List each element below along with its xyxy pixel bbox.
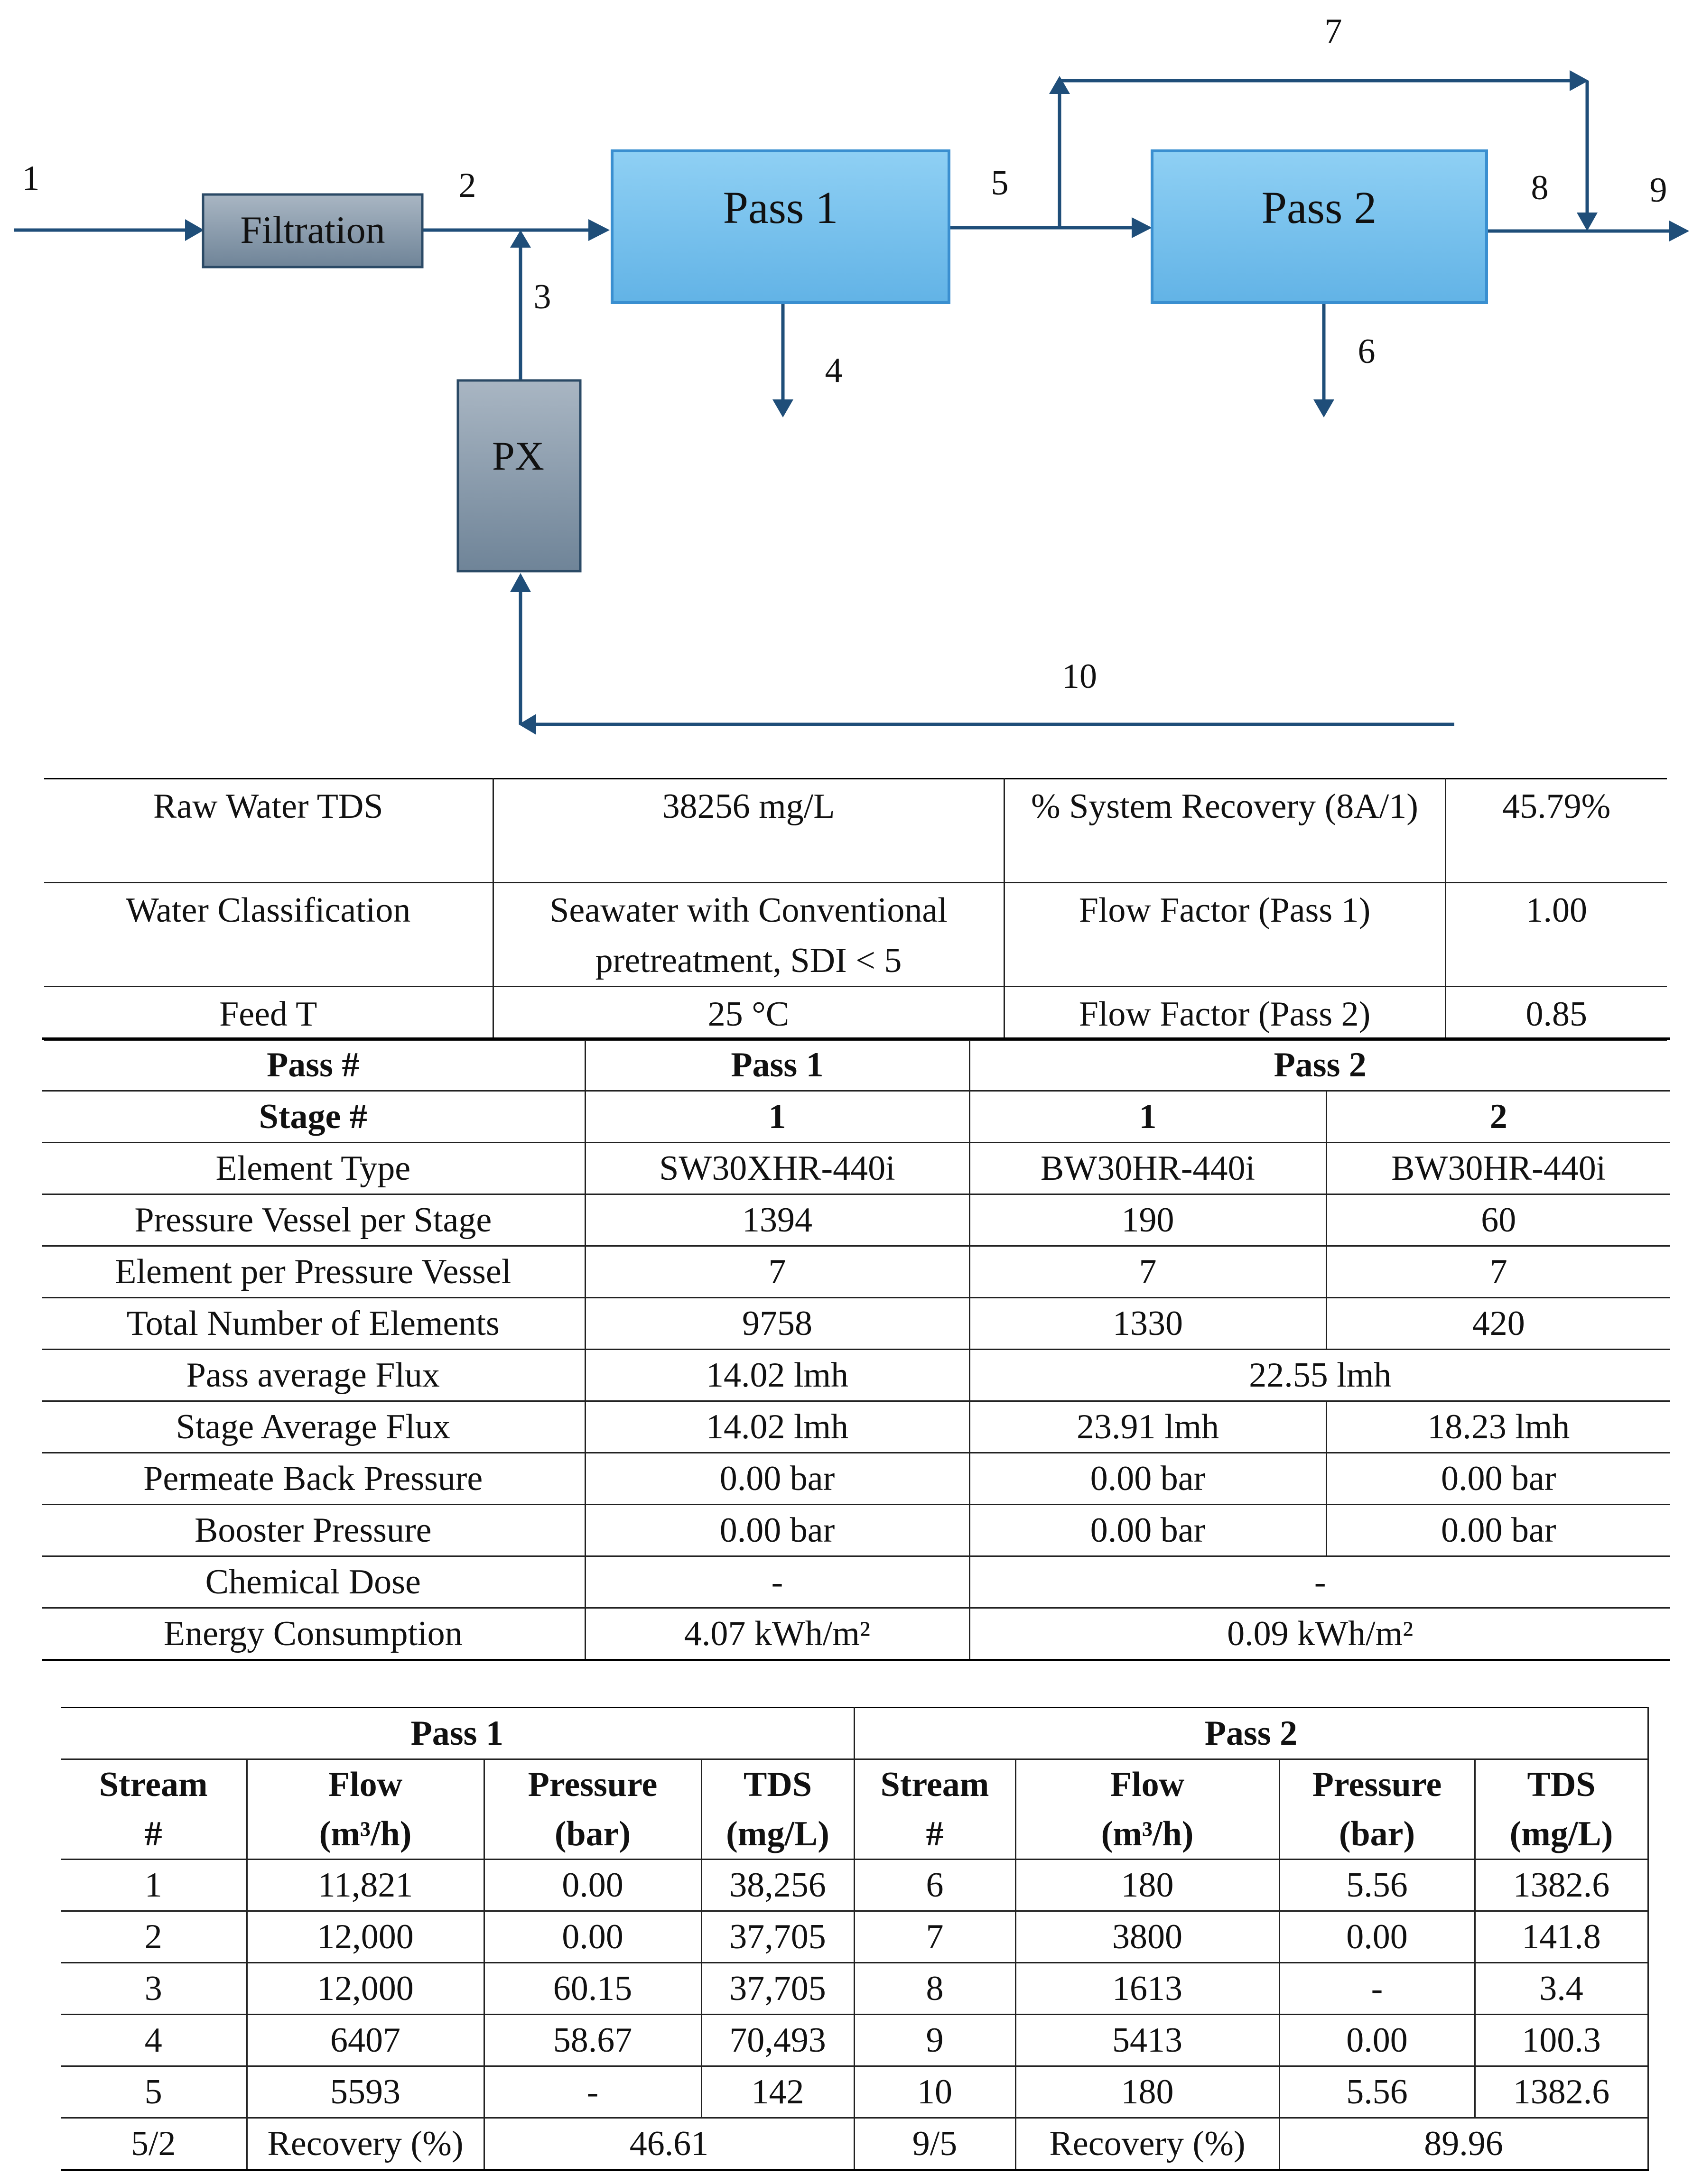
row-label: Stage Average Flux (42, 1401, 585, 1453)
table-row (61, 1860, 1648, 1911)
stream-3-arrow (510, 230, 531, 248)
row-label: Energy Consumption (42, 1608, 585, 1660)
cell: 0.09 kWh/m² (969, 1608, 1670, 1660)
cell: 7 (969, 1246, 1326, 1298)
header-line: (mg/L) (726, 1814, 829, 1853)
table-row (42, 1608, 1670, 1660)
cell: 37,705 (701, 1963, 854, 2015)
header-line: TDS (1527, 1765, 1596, 1804)
header-line: Flow (328, 1765, 403, 1804)
recovery-ratio: 5/2 (61, 2118, 247, 2170)
pass-number-label: Pass # (42, 1039, 585, 1091)
column-header (701, 1759, 854, 1860)
cell: 58.67 (484, 2015, 701, 2066)
cell: 10 (854, 2066, 1015, 2118)
cell: 1613 (1015, 1963, 1279, 2015)
column-header (247, 1759, 484, 1860)
stream-label-9: 9 (1649, 171, 1667, 210)
cell: 6 (854, 1860, 1015, 1911)
column-header (484, 1759, 701, 1860)
header-line: Pressure (1312, 1765, 1442, 1804)
cell: 9758 (585, 1298, 969, 1350)
cell: 7 (1326, 1246, 1670, 1298)
cell: 5.56 (1279, 2066, 1475, 2118)
cell: 0.00 bar (969, 1453, 1326, 1505)
header-line: (m³/h) (319, 1814, 412, 1853)
cell: 0.00 bar (1326, 1505, 1670, 1556)
stage-header-row (42, 1091, 1670, 1143)
cell: 11,821 (247, 1860, 484, 1911)
cell: 180 (1015, 2066, 1279, 2118)
pass-header-row (42, 1039, 1670, 1091)
stream-label-5: 5 (991, 164, 1009, 203)
recovery-row (61, 2118, 1648, 2170)
cell: 1394 (585, 1194, 969, 1246)
table-row (42, 1505, 1670, 1556)
header-line: # (144, 1814, 162, 1853)
cell: 180 (1015, 1860, 1279, 1911)
column-header (61, 1759, 247, 1860)
pass2-unit (1152, 151, 1487, 303)
px-unit (458, 380, 580, 571)
cell: 38,256 (701, 1860, 854, 1911)
cell: 9 (854, 2015, 1015, 2066)
header-line: (mg/L) (1509, 1814, 1613, 1853)
cell: - (484, 2066, 701, 2118)
pass-1-header: Pass 1 (585, 1039, 969, 1091)
pass-2-header: Pass 2 (969, 1039, 1670, 1091)
cell: 190 (969, 1194, 1326, 1246)
cell: 3 (61, 1963, 247, 2015)
param-label: Flow Factor (Pass 2) (1004, 987, 1445, 1040)
process-flow-diagram (0, 0, 1702, 759)
header-line: Stream (99, 1765, 208, 1804)
param-label: Raw Water TDS (44, 779, 493, 883)
stream-label-8: 8 (1531, 168, 1549, 207)
pass2-label: Pass 2 (1261, 182, 1377, 233)
recovery-value: 89.96 (1279, 2118, 1648, 2170)
column-header (1475, 1759, 1648, 1860)
table-row (42, 1453, 1670, 1505)
table-row (42, 1556, 1670, 1608)
param-value: 25 °C (493, 987, 1004, 1040)
recovery-label: Recovery (%) (1015, 2118, 1279, 2170)
cell: 14.02 lmh (585, 1401, 969, 1453)
table-row (61, 1911, 1648, 1963)
param-label: Flow Factor (Pass 1) (1004, 883, 1445, 987)
stream-5-arrow (1132, 217, 1152, 238)
recovery-label: Recovery (%) (247, 2118, 484, 2170)
row-label: Pressure Vessel per Stage (42, 1194, 585, 1246)
row-label: Permeate Back Pressure (42, 1453, 585, 1505)
row-label: Booster Pressure (42, 1505, 585, 1556)
stage-cell: 1 (585, 1091, 969, 1143)
stream-pass-header-row (61, 1708, 1648, 1759)
cell: - (1279, 1963, 1475, 2015)
stream-1-arrow (185, 219, 204, 241)
header-line: (bar) (1339, 1814, 1415, 1853)
cell: 23.91 lmh (969, 1401, 1326, 1453)
system-parameters-table (44, 778, 1667, 1041)
table-row (42, 1246, 1670, 1298)
cell: 6407 (247, 2015, 484, 2066)
stream-label-2: 2 (458, 166, 476, 205)
column-header (1015, 1759, 1279, 1860)
cell: 5.56 (1279, 1860, 1475, 1911)
cell: BW30HR-440i (1326, 1143, 1670, 1194)
stream-column-header-row (61, 1759, 1648, 1860)
header-line: # (926, 1814, 944, 1853)
recovery-value: 46.61 (484, 2118, 854, 2170)
table-row (42, 1298, 1670, 1350)
param-label: % System Recovery (8A/1) (1004, 779, 1445, 883)
cell: 0.00 (1279, 2015, 1475, 2066)
params-row (44, 883, 1667, 987)
cell: - (969, 1556, 1670, 1608)
table-row (42, 1350, 1670, 1401)
column-header (854, 1759, 1015, 1860)
stream-label-7: 7 (1324, 12, 1342, 51)
column-header (1279, 1759, 1475, 1860)
row-label: Chemical Dose (42, 1556, 585, 1608)
stage-cell: 1 (969, 1091, 1326, 1143)
cell: 0.00 (484, 1911, 701, 1963)
table-row (61, 2066, 1648, 2118)
stream-label-6: 6 (1358, 332, 1376, 371)
filtration-label: Filtration (240, 208, 385, 251)
row-label: Element Type (42, 1143, 585, 1194)
pass1-unit (612, 151, 949, 303)
cell: 4 (61, 2015, 247, 2066)
cell: 12,000 (247, 1963, 484, 2015)
cell: 7 (854, 1911, 1015, 1963)
param-label: Water Classification (44, 883, 493, 987)
cell: 1 (61, 1860, 247, 1911)
pass1-label: Pass 1 (723, 182, 838, 233)
cell: BW30HR-440i (969, 1143, 1326, 1194)
cell: 12,000 (247, 1911, 484, 1963)
stream-pass-1-title: Pass 1 (61, 1708, 854, 1759)
cell: 8 (854, 1963, 1015, 2015)
stream-9-arrow (1669, 221, 1689, 241)
param-value: 38256 mg/L (493, 779, 1004, 883)
stream-data-table (61, 1707, 1649, 2171)
cell: 5413 (1015, 2015, 1279, 2066)
cell: 1330 (969, 1298, 1326, 1350)
stream-pass-2-title: Pass 2 (854, 1708, 1648, 1759)
cell: 60 (1326, 1194, 1670, 1246)
cell: 37,705 (701, 1911, 854, 1963)
stream-label-4: 4 (825, 351, 843, 390)
cell: 4.07 kWh/m² (585, 1608, 969, 1660)
table-row (61, 2015, 1648, 2066)
header-line: (m³/h) (1101, 1814, 1194, 1853)
px-label: PX (492, 433, 544, 479)
cell: 3.4 (1475, 1963, 1648, 2015)
params-row (44, 779, 1667, 883)
stream-10-arrow-up (510, 573, 531, 592)
cell: 60.15 (484, 1963, 701, 2015)
table-row (42, 1143, 1670, 1194)
stream-7-arrow-down (1577, 213, 1598, 231)
cell: 0.00 bar (585, 1453, 969, 1505)
param-label: Feed T (44, 987, 493, 1040)
table-row (61, 1963, 1648, 2015)
stage-number-label: Stage # (42, 1091, 585, 1143)
header-line: Stream (880, 1765, 989, 1804)
cell: 2 (61, 1911, 247, 1963)
cell: 0.00 (484, 1860, 701, 1911)
header-line: (bar) (554, 1814, 631, 1853)
cell: 18.23 lmh (1326, 1401, 1670, 1453)
cell: 0.00 bar (1326, 1453, 1670, 1505)
cell: 5 (61, 2066, 247, 2118)
cell: 100.3 (1475, 2015, 1648, 2066)
param-value: Seawater with Conventional pretreatment, SDI < 5 (493, 883, 1004, 987)
cell: 3800 (1015, 1911, 1279, 1963)
cell: 22.55 lmh (969, 1350, 1670, 1401)
cell: - (585, 1556, 969, 1608)
stage-cell: 2 (1326, 1091, 1670, 1143)
stream-6-arrow (1313, 399, 1334, 417)
params-row (44, 987, 1667, 1040)
row-label: Pass average Flux (42, 1350, 585, 1401)
row-label: Total Number of Elements (42, 1298, 585, 1350)
cell: 70,493 (701, 2015, 854, 2066)
stream-label-3: 3 (533, 278, 551, 316)
param-value: 0.85 (1445, 987, 1667, 1040)
recovery-ratio: 9/5 (854, 2118, 1015, 2170)
cell: 1382.6 (1475, 2066, 1648, 2118)
cell: 142 (701, 2066, 854, 2118)
cell: 14.02 lmh (585, 1350, 969, 1401)
cell: 141.8 (1475, 1911, 1648, 1963)
cell: 5593 (247, 2066, 484, 2118)
cell: 0.00 (1279, 1911, 1475, 1963)
table-row (42, 1401, 1670, 1453)
param-value: 45.79% (1445, 779, 1667, 883)
param-value: 1.00 (1445, 883, 1667, 987)
row-label: Element per Pressure Vessel (42, 1246, 585, 1298)
cell: 1382.6 (1475, 1860, 1648, 1911)
stream-2-arrow (588, 219, 610, 241)
cell: SW30XHR-440i (585, 1143, 969, 1194)
header-line: Pressure (528, 1765, 658, 1804)
filtration-unit (203, 194, 422, 267)
cell: 0.00 bar (969, 1505, 1326, 1556)
cell: 0.00 bar (585, 1505, 969, 1556)
stream-4-arrow (772, 399, 793, 417)
pass-design-table (42, 1037, 1670, 1661)
cell: 7 (585, 1246, 969, 1298)
header-line: Flow (1110, 1765, 1185, 1804)
stream-label-10: 10 (1062, 657, 1097, 696)
cell: 420 (1326, 1298, 1670, 1350)
header-line: TDS (744, 1765, 812, 1804)
stream-7-arrow-up (1049, 76, 1070, 94)
stream-label-1: 1 (22, 159, 40, 198)
table-row (42, 1194, 1670, 1246)
